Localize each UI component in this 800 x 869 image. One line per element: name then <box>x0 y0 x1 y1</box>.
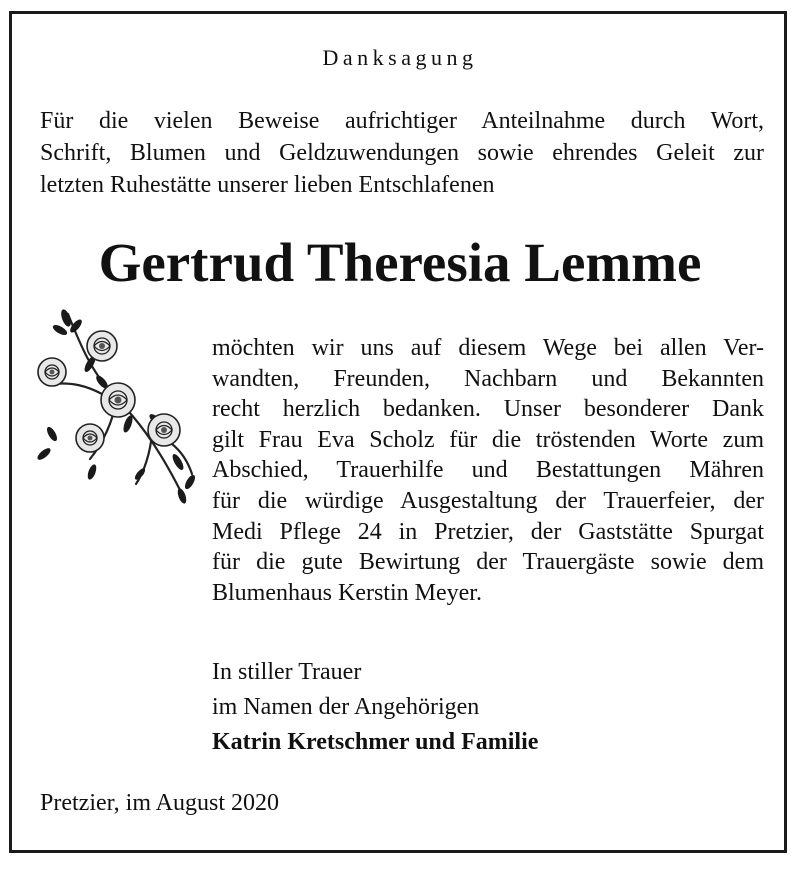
notice-heading: Danksagung <box>322 45 478 70</box>
body-line: für die gute Bewirtung der Trauergäste sowie dem <box>212 549 764 576</box>
body-line: wandten, Freunden, Nachbarn und Bekannten <box>212 365 764 392</box>
body-line: Abschied, Trauerhilfe und Bestattungen Mähren <box>212 457 764 484</box>
rose-branch-icon <box>32 304 202 509</box>
body-line: möchten wir uns auf diesem Wege bei allen Ver- <box>212 335 764 361</box>
intro-paragraph <box>40 105 764 201</box>
signature: Katrin Kretschmer und Familie <box>212 729 539 755</box>
closing-line: In stiller Trauer <box>212 659 362 685</box>
thanks-paragraph <box>212 333 764 608</box>
intro-line: Schrift, Blumen und Geldzuwendungen sowie ehrendes Geleit zur <box>40 140 764 166</box>
body-line: für die würdige Ausgestaltung der Trauerfeier, der <box>212 487 764 514</box>
body-line: Medi Pflege 24 in Pretzier, der Gaststätte Spurgat <box>212 518 764 545</box>
body-line: recht herzlich bedanken. Unser besonderer Dank <box>212 396 764 423</box>
deceased-name: Gertrud Theresia Lemme <box>98 232 702 293</box>
intro-line: letzten Ruhestätte unserer lieben Entschlafenen <box>40 172 495 198</box>
body-line: gilt Frau Eva Scholz für die tröstenden Worte zum <box>212 426 764 453</box>
body-line: Blumenhaus Kerstin Meyer. <box>212 579 482 606</box>
place-date: Pretzier, im August 2020 <box>40 790 280 816</box>
closing-block <box>212 655 538 760</box>
closing-line: im Namen der Angehörigen <box>212 694 480 720</box>
intro-line: Für die vielen Beweise aufrichtiger Anteilnahme durch Wort, <box>40 108 764 134</box>
